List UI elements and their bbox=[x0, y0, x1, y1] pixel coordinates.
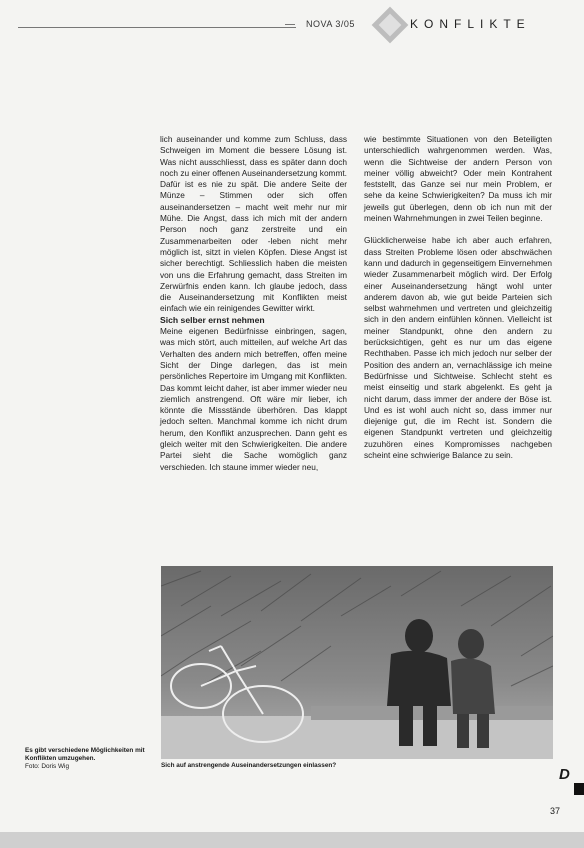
article-subhead: Sich selber ernst nehmen bbox=[160, 314, 265, 325]
side-marker bbox=[574, 783, 584, 795]
side-caption-text: Es gibt verschiedene Möglichkeiten mit Konflikten umzugehen. bbox=[25, 747, 145, 762]
article-paragraph: Glücklicherweise habe ich aber auch erfahren, dass Streiten Probleme lösen oder abschwächen kann und dadurch in gegenseitigem Einvernehmen wieder Zusammenarbeit möglich wird. Der Erfolg einer Auseinandersetzung hängt wohl unter anderem davon ab, wie gut beide Parteien sich selbst wahrnehmen und vertreten und gleichzeitig sich in den andern einfühlen können. Vielleicht ist meiner Standpunkt, ohne den andern zu berücksichtigen, geht es nur um das eigene Rechthaben. Passe ich mich jedoch nur selber der Position des andern an, vernachlässige ich meine Bedürfnisse und Sichtweise. Schlecht steht es meist einseitig und stark abgelenkt. Es geht ja nicht darum, dass immer der andere der Böse ist. Und es ist wohl auch nicht so, dass immer nur diejenige gut, die im Recht ist. Sondern die eigenen Standpunkt vertreten und gleichzeitig zuzuhören eines Kompromisses nachgeben scheint eine schwierige Balance zu sein. bbox=[364, 235, 552, 461]
header-rule bbox=[18, 27, 296, 28]
section-title: KONFLIKTE bbox=[410, 17, 531, 31]
article-paragraph: lich auseinander und komme zum Schluss, dass Schweigen im Moment die bessere Lösung ist. Was nicht ausschliesst, dass es später dann doch noch zu einer offenen Auseinandersetzung kommt. Dafür ist es nie zu spät. Die andere Seite der Münze – Stimmen oder sich offen auseinandersetzen – macht weit mehr nur mir Mühe. Die Angst, dass ich mich mit der andern Person noch ganz zerstreite und ein Zusammenarbeiten oder -leben nicht mehr möglich ist, sitzt in vielen Köpfen. Diese Angst ist sicher berechtigt. Schliesslich haben die meisten von uns die Erfahrung gemacht, dass Streiten im Zerwürfnis enden kann. Ich glaube jedoch, dass die Auseinandersetzung mit Konflikten meist einfach wie ein reinigendes Gewitter wirkt. bbox=[160, 134, 347, 314]
article-column-right bbox=[364, 134, 552, 461]
header-rule-mark bbox=[285, 24, 295, 32]
side-letter: D bbox=[559, 766, 570, 783]
article-paragraph: wie bestimmte Situationen von den Beteiligten unterschiedlich wahrgenommen werden. Was, wenn die Sichtweise der andern Person von meiner völlig abweicht? Oder mein Kontrahent feststellt, das Ganze sei nur mein Problem, er sehe da keine Schwierigkeiten? Da muss ich mir jeweils gut überlegen, denn ob ich nun mit der meinen Wahrnehmungen in zwei Teilen beginne. bbox=[364, 134, 552, 224]
article-photo bbox=[161, 566, 553, 759]
side-caption bbox=[25, 747, 150, 771]
article-paragraph: Meine eigenen Bedürfnisse einbringen, sagen, was mich stört, auch mitteilen, auf welche Art das Verhalten des andern mich betreffen, offen meine Sicht der Dinge darlegen, das ist mein persönliches Repertoire im Umgang mit Konflikten. Das kommt leicht daher, ist aber immer wieder neu ziemlich anstrengend. Oft wäre mir lieber, ich könnte die Missstände überhören. Das klappt jedoch selten. Manchmal komme ich nicht drum herum, den Konflikt anzusprechen. Dann geht es gleich weiter mit den Schwierigkeiten. Die andere Partei sieht die Sache womöglich ganz verschieden. Ich staune immer wieder neu, bbox=[160, 326, 347, 472]
article-column-left bbox=[160, 134, 347, 473]
page-number: 37 bbox=[550, 806, 561, 816]
photo-credit: Foto: Doris Wig bbox=[25, 763, 70, 770]
photo-caption: Sich auf anstrengende Auseinandersetzungen einlassen? bbox=[161, 762, 337, 769]
photo-couple-bicycle-icon bbox=[161, 566, 553, 759]
bottom-band bbox=[0, 832, 584, 848]
issue-label: NOVA 3/05 bbox=[306, 19, 355, 29]
